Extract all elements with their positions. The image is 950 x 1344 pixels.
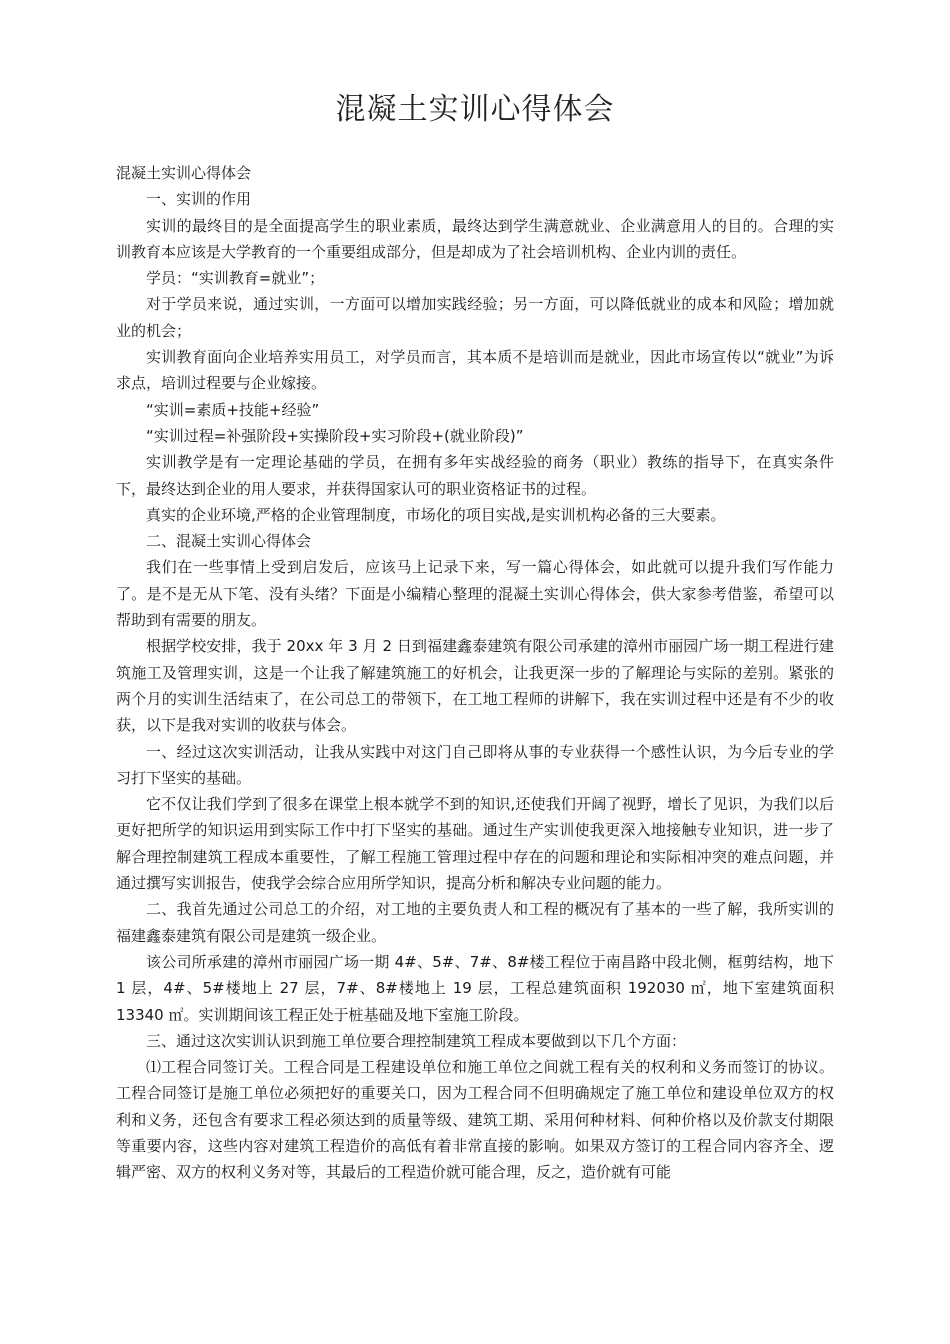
paragraph: 真实的企业环境,严格的企业管理制度，市场化的项目实战,是实训机构必备的三大要素。 (146, 505, 726, 524)
paragraph: 实训的最终目的是全面提高学生的职业素质，最终达到学生满意就业、企业满意用人的目的。合理的实训教育本应该是大学教育的一个重要组成部分，但是却成为了社会培训机构、企业内训的责任。 (116, 216, 834, 261)
paragraph: 根据学校安排，我于 20xx 年 3 月 2 日到福建鑫泰建筑有限公司承建的漳州市丽园广场一期工程进行建筑施工及管理实训，这是一个让我了解建筑施工的好机会，让我更深一步的了解理论与实际的差别。紧张的两个月的实训生活结束了，在公司总工的带领下，在工地工程师的讲解下，我在实训过程中还是有不少的收获，以下是我对实训的收获与体会。 (116, 637, 834, 735)
paragraph: “实训=素质+技能+经验” (146, 400, 320, 419)
paragraph: 对于学员来说，通过实训，一方面可以增加实践经验；另一方面，可以降低就业的成本和风险；增加就业的机会； (116, 295, 834, 340)
paragraph: 一、经过这次实训活动，让我从实践中对这门自己即将从事的专业获得一个感性认识，为今后专业的学习打下坚实的基础。 (116, 742, 834, 787)
document-body (116, 160, 834, 1186)
paragraph: 学员：“实训教育=就业”； (146, 269, 325, 288)
paragraph: “实训过程=补强阶段+实操阶段+实习阶段+(就业阶段)” (146, 426, 524, 445)
paragraph: 实训教学是有一定理论基础的学员，在拥有多年实战经验的商务（职业）教练的指导下，在真实条件下，最终达到企业的用人要求，并获得国家认可的职业资格证书的过程。 (116, 453, 834, 498)
paragraph: 它不仅让我们学到了很多在课堂上根本就学不到的知识,还使我们开阔了视野，增长了见识，为我们以后更好把所学的知识运用到实际工作中打下坚实的基础。通过生产实训使我更深入地接触专业知识，进一步了解合理控制建筑工程成本重要性，了解工程施工管理过程中存在的问题和理论和实际相冲突的难点问题，并通过撰写实训报告，使我学会综合应用所学知识，提高分析和解决专业问题的能力。 (116, 795, 834, 893)
paragraph: 混凝土实训心得体会 (116, 164, 252, 182)
document-title: 混凝土实训心得体会 (335, 92, 615, 127)
paragraph: 一、实训的作用 (146, 190, 252, 209)
paragraph: 二、我首先通过公司总工的介绍，对工地的主要负责人和工程的概况有了基本的一些了解，我所实训的福建鑫泰建筑有限公司是建筑一级企业。 (116, 900, 834, 945)
paragraph: 我们在一些事情上受到启发后，应该马上记录下来，写一篇心得体会，如此就可以提升我们写作能力了。是不是无从下笔、没有头绪？下面是小编精心整理的混凝土实训心得体会，供大家参考借鉴，希望可以帮助到有需要的朋友。 (116, 558, 834, 630)
paragraph: 二、混凝土实训心得体会 (146, 532, 312, 551)
paragraph: 该公司所承建的漳州市丽园广场一期 4#、5#、7#、8#楼工程位于南昌路中段北侧，框剪结构，地下 1 层，4#、5#楼地上 27 层，7#、8#楼地上 19 层，工程总建筑面积 192030 ㎡，地下室建筑面积 13340 ㎡。实训期间该工程正处于桩基础及地下室施工阶段。 (116, 952, 834, 1024)
paragraph: ⑴工程合同签订关。工程合同是工程建设单位和施工单位之间就工程有关的权利和义务而签订的协议。工程合同签订是施工单位必须把好的重要关口，因为工程合同不但明确规定了施工单位和建设单位双方的权利和义务，还包含有要求工程必须达到的质量等级、建筑工期、采用何种材料、何种价格以及价款支付期限等重要内容，这些内容对建筑工程造价的高低有着非常直接的影响。如果双方签订的工程合同内容齐全、逻辑严密、双方的权利义务对等，其最后的工程造价就可能合理，反之，造价就有可能 (116, 1058, 834, 1182)
paragraph: 三、通过这次实训认识到施工单位要合理控制建筑工程成本要做到以下几个方面： (146, 1031, 687, 1050)
paragraph: 实训教育面向企业培养实用员工，对学员而言，其本质不是培训而是就业，因此市场宣传以“就业”为诉求点，培训过程要与企业嫁接。 (116, 348, 834, 393)
